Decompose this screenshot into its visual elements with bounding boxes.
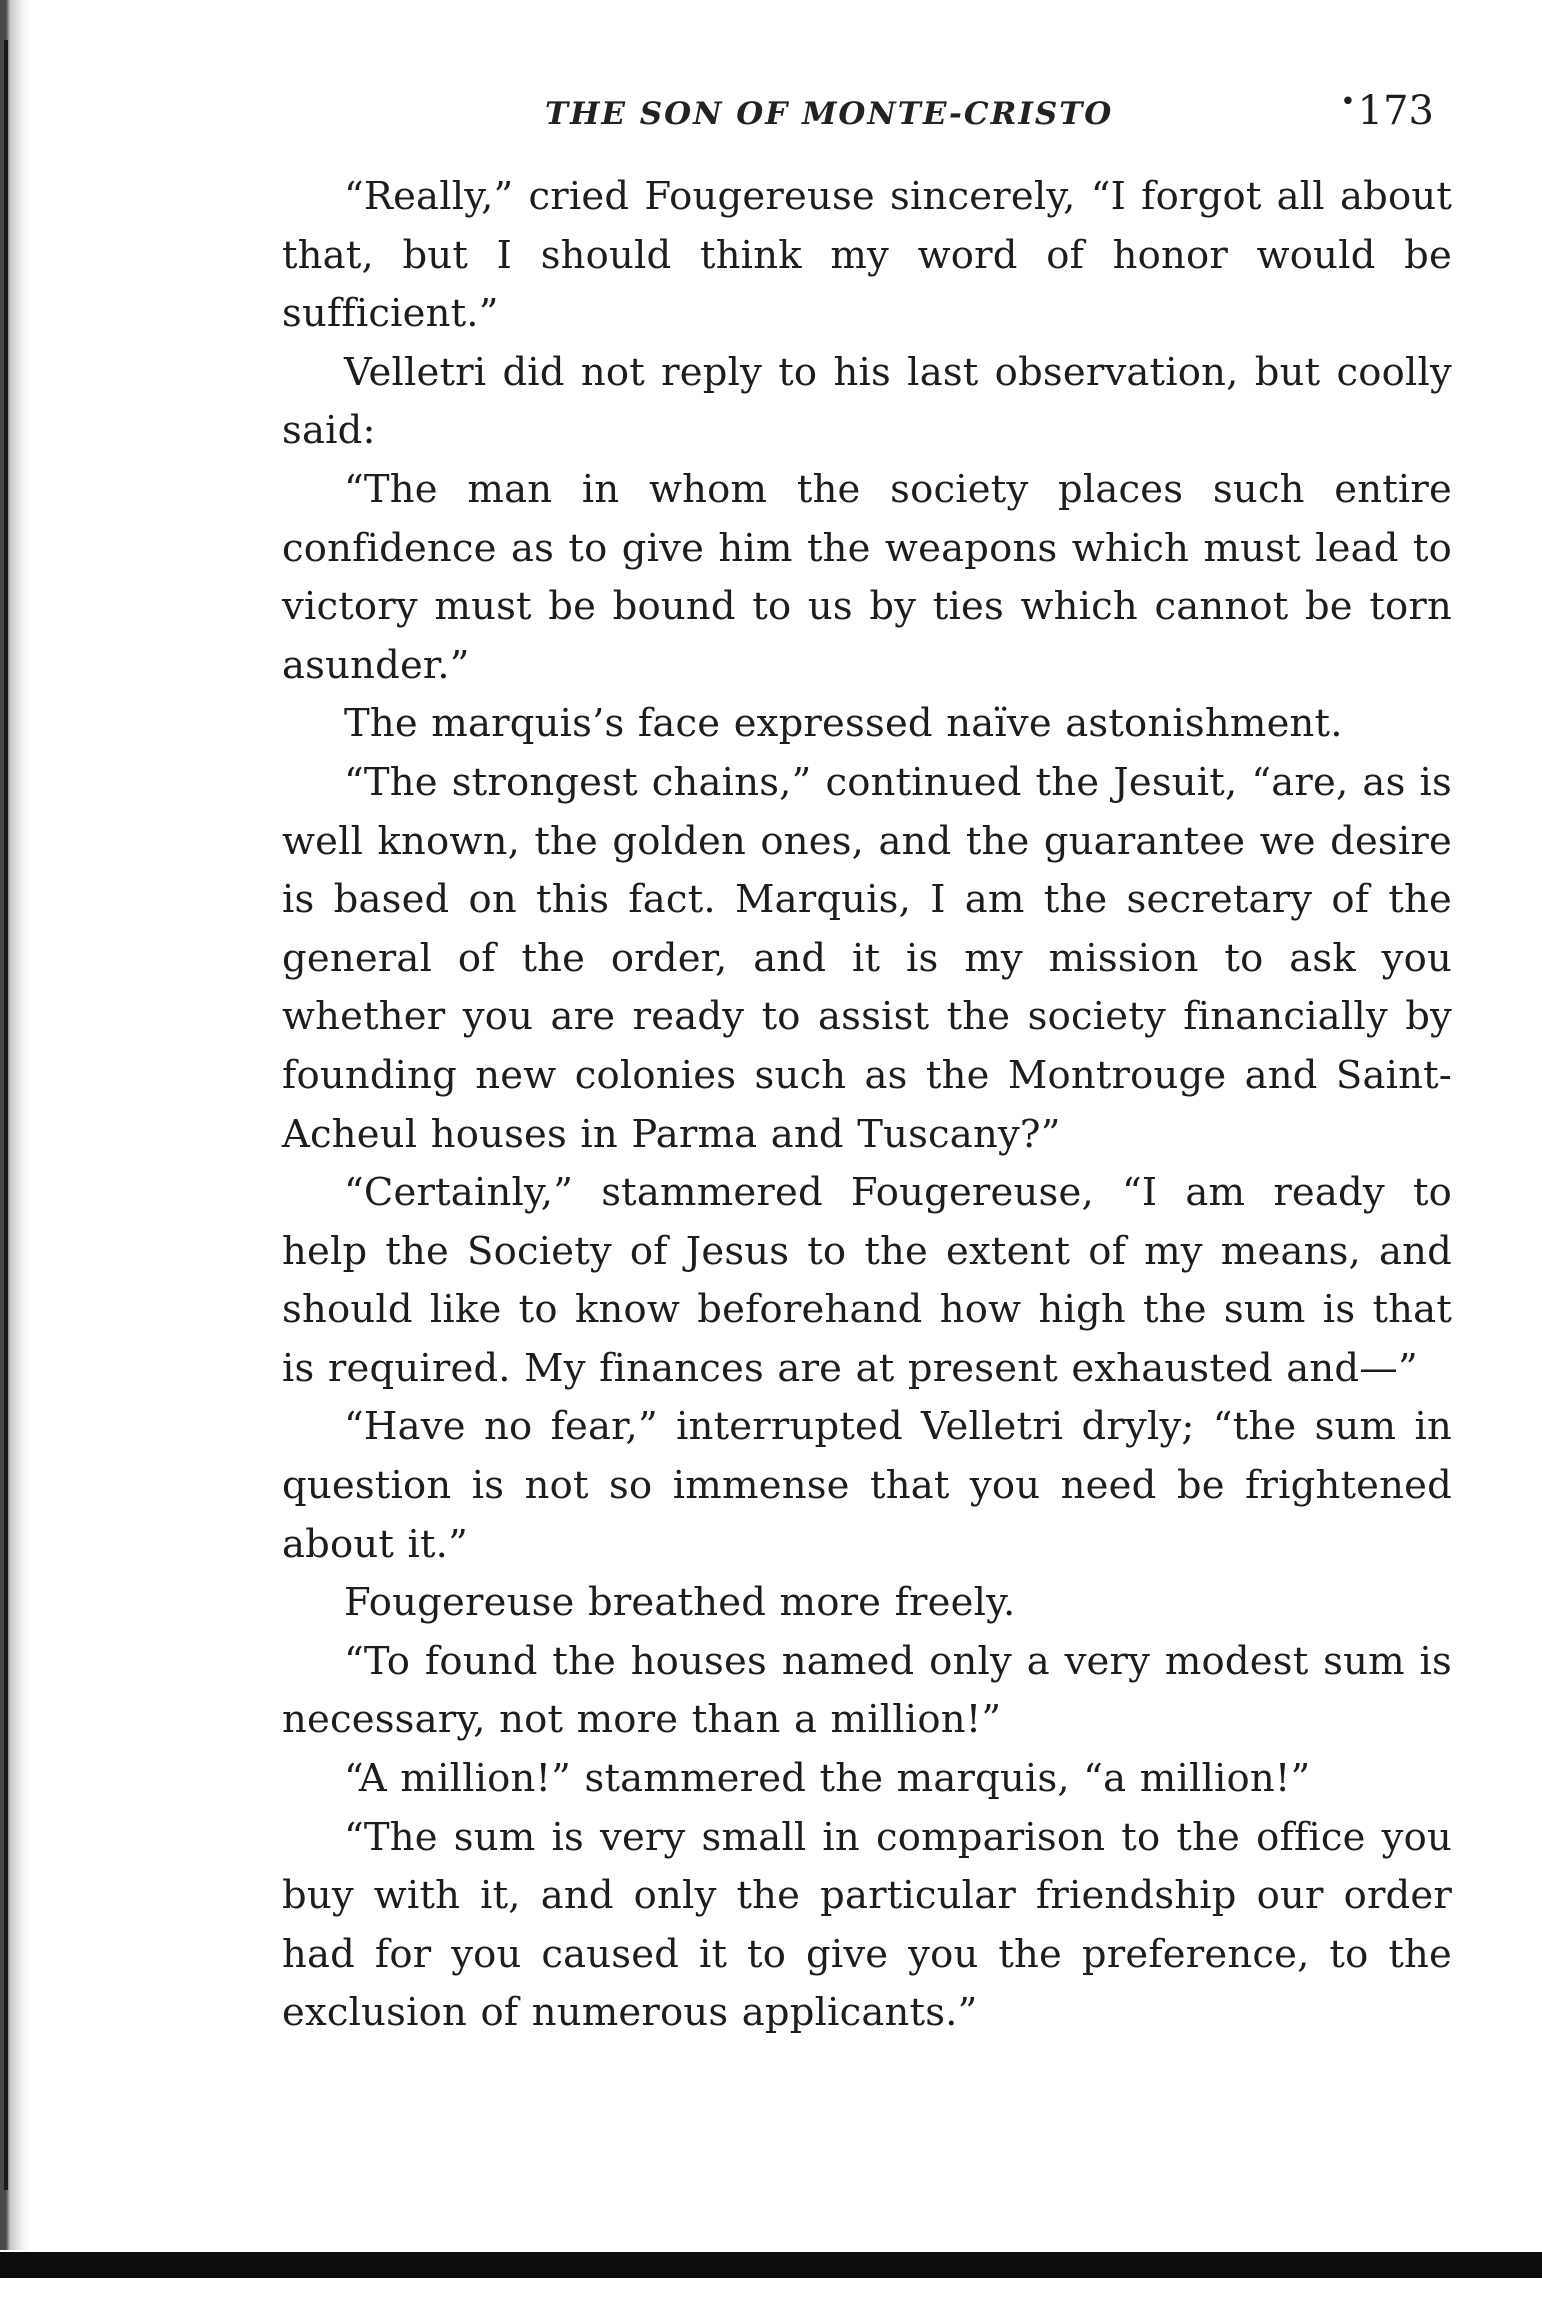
paragraph: The marquis’s face expressed naïve astonishment. (344, 701, 1343, 747)
paragraph: “Have no fear,” interrupted Velletri dryly; “the sum in question is not so immense that you need be frightened about it.” (282, 1404, 1452, 1567)
binding-line (4, 40, 8, 2190)
bottom-rule (0, 2252, 1542, 2278)
body-text (282, 168, 1452, 2043)
paragraph: “Really,” cried Fougereuse sincerely, “I forgot all about that, but I should think my word of honor would be sufficient.” (282, 174, 1452, 337)
page-number: • 173 (1340, 88, 1434, 134)
paragraph: “A million!” stammered the marquis, “a million!” (344, 1756, 1311, 1802)
paragraph: “The man in whom the society places such entire confidence as to give him the weapons which must lead to victory must be bound to us by ties which cannot be torn asunder.” (282, 466, 1452, 688)
paragraph: “To found the houses named only a very modest sum is necessary, not more than a million!” (282, 1638, 1452, 1743)
paragraph: “The sum is very small in comparison to the office you buy with it, and only the particular friendship our order had for you caused it to give you the preference, to the exclusion of numerous applicants.” (282, 1814, 1452, 2036)
paragraph: Velletri did not reply to his last observation, but coolly said: (282, 349, 1452, 454)
running-header (280, 88, 1450, 148)
running-title: THE SON OF MONTE-CRISTO (545, 96, 1114, 132)
paragraph: “The strongest chains,” continued the Jesuit, “are, as is well known, the golden ones, and the guarantee we desire is based on this fact. Marquis, I am the secretary of the general of the order, and it is my mission to ask you whether you are ready to assist the society financially by founding new colonies such as the Montrouge and Saint-Acheul houses in Parma and Tuscany?” (282, 759, 1452, 1157)
paragraph: “Certainly,” stammered Fougereuse, “I am ready to help the Society of Jesus to the extent of my means, and should like to know beforehand how high the sum is that is required. My finances are at present exhausted and—” (282, 1170, 1452, 1391)
paragraph: Fougereuse breathed more freely. (344, 1580, 1016, 1626)
